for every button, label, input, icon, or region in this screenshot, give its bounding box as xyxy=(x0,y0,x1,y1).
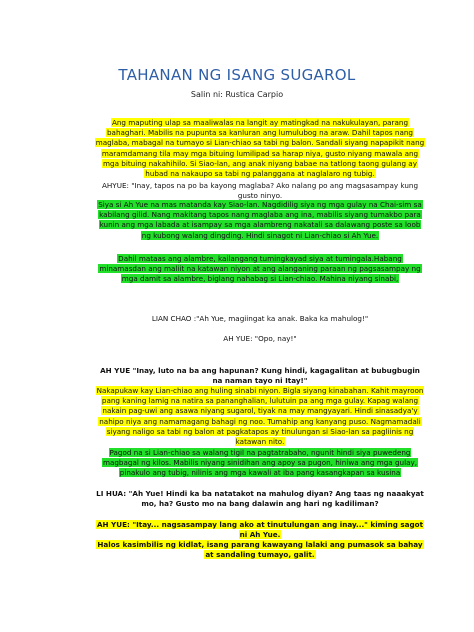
document-subtitle: Salin ni: Rustica Carpio xyxy=(190,90,284,99)
paragraph-3-text: Siya si Ah Yue na mas matanda kay Siao-lan. Nagdidilig siya ng mga gulay na Chai-sim sa kabilang gilid. Nang makitang tapos nang maglaba ang ina, mabilis siyang tumakbo para kunin ang mga labada at isampay sa mga alambreng nakatali sa dalawang poste sa loob ng kubong walang dingding. Hindi sinagot ni Lian-chiao si Ah Yue. xyxy=(98,200,422,240)
dialogue-ah-yue-2 xyxy=(94,366,426,386)
paragraph-2-text: AHYUE: "Inay, tapos na po ba kayong maglaba? Ako nalang po ang magsasampay kung gusto ninyo. xyxy=(101,181,419,201)
paragraph-7 xyxy=(94,540,426,560)
paragraph-7-text: Halos kasimbilis ng kidlat, isang parang kawayang lalaki ang pumasok sa bahay at sandaling tumayo, galit. xyxy=(97,540,423,560)
paragraph-1-text: Ang maputing ulap sa maaliwalas na langit ay matingkad na nakukulayan, parang bahaghari. Mabilis na pupunta sa kanluran ang lumulubog na araw. Dahil tapos nang maglaba, mabagal na tumayo si Lian-chiao sa tabi ng balon. Sandali siyang napapikit nang maramdamang tila may mga bituing lumilipad sa harap niya, gusto niyang mawala ang mga bituing nakahihilo. Si Siao-lan, ang anak niyang babae na tatlong taong gulang ay hubad na nakaupo sa tabi ng palanggana at naglalaro ng tubig. xyxy=(95,118,425,179)
dialogue-ah-yue-3 xyxy=(94,520,426,540)
dialogue-ah-yue-2-text: AH YUE "Inay, luto na ba ang hapunan? Kung hindi, kagagalitan at bubugbugin na naman tayo ni Itay!" xyxy=(100,366,420,386)
paragraph-2 xyxy=(94,181,426,201)
dialogue-lian-chao xyxy=(94,314,426,324)
dialogue-ah-yue-3-text: AH YUE: "Itay... nagsasampay lang ako at tinutulungan ang inay..." kiming sagot ni Ah Yue. xyxy=(96,520,424,540)
paragraph-6 xyxy=(94,448,426,479)
dialogue-ah-yue xyxy=(94,334,426,344)
dialogue-li-hua-text: LI HUA: "Ah Yue! Hindi ka ba natatakot na mahulog diyan? Ang taas ng naaakyat mo, ha? Gusto mo na bang dalawin ang hari ng kadiliman? xyxy=(96,489,424,509)
paragraph-5-text: Nakapukaw kay Lian-chiao ang huling sinabi niyon. Bigla siyang kinabahan. Kahit mayroon pang kaning lamig na natira sa pananghalian, lulutuin pa ang mga gulay. Kapag walang nakain pag-uwi ang asawa niyang sugarol, tiyak na may mangyayari. Hindi sinasadya'y nahipo niya ang namamagang bahagi ng noo. Tumahip ang kanyang puso. Nagmamadali siyang naligo sa tabi ng balon at pagkatapos ay tinulungan si Siao-lan sa pagliinis ng katawan nito. xyxy=(96,386,424,447)
document-title: TAHANAN NG ISANG SUGAROL xyxy=(118,66,356,84)
dialogue-ah-yue-text: AH YUE: "Opo, nay!" xyxy=(223,334,297,343)
paragraph-1 xyxy=(94,118,426,179)
paragraph-5 xyxy=(94,386,426,447)
paragraph-6-text: Pagod na si Lian-chiao sa walang tigil na pagtatrabaho, ngunit hindi siya puwedeng magbagal ng kilos. Mabilis niyang sinidihan ang apoy sa pugon, hiniwa ang mga gulay, pinakulo ang tubig, nilinis ang mga kawali at iba pang kasangkapan sa kusina xyxy=(102,448,418,478)
dialogue-lian-chao-text: LIAN CHAO :"Ah Yue, magiingat ka anak. Baka ka mahulog!" xyxy=(151,314,369,323)
paragraph-3 xyxy=(94,200,426,241)
paragraph-4 xyxy=(94,254,426,285)
paragraph-4-text: Dahil mataas ang alambre, kailangang tumingkayad siya at tumingala.Habang minamasdan ang maliit na katawan niyon at ang alanganing paraan ng pagsasampay ng mga damit sa alambre, biglang nahabag si Lian-chiao. Mahina niyang sinabi, xyxy=(99,254,421,284)
dialogue-li-hua xyxy=(94,489,426,509)
